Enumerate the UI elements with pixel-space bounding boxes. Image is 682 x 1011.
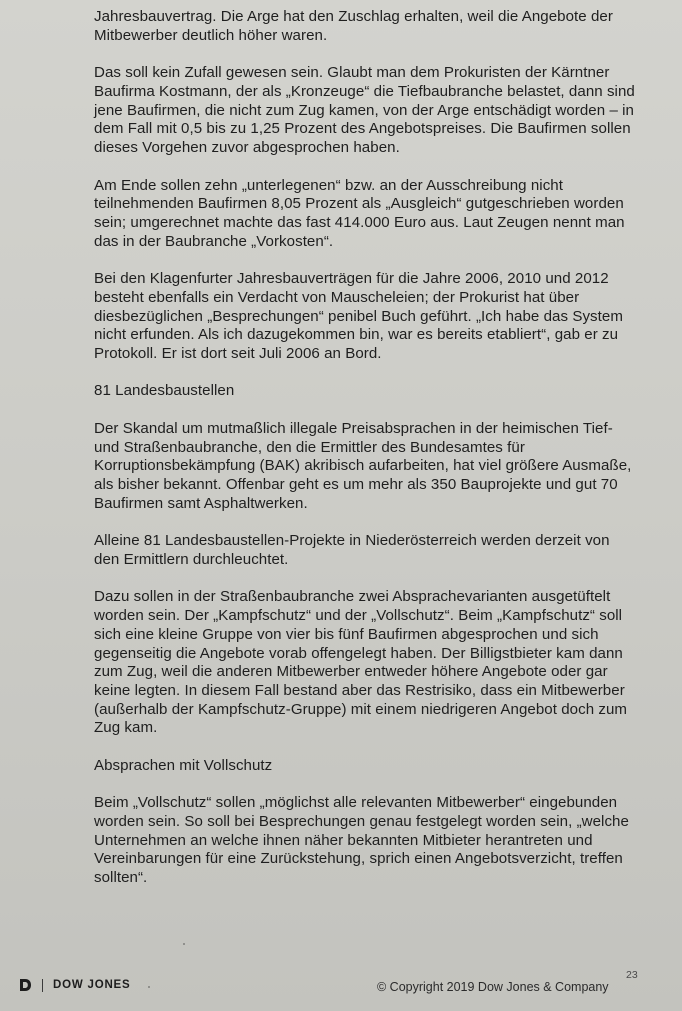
article-body: [94, 8, 639, 907]
brand-name: DOW JONES: [53, 979, 131, 991]
section-heading: Absprachen mit Vollschutz: [94, 756, 273, 774]
paragraph: Beim „Vollschutz“ sollen „möglichst alle relevanten Mitbewerber“ eingebunden worden sein. So soll bei Besprechungen genau festgelegt worden sein, „welche Unternehmen an welche ihnen näher bekannten Mitbieter herantreten und Vereinbarungen für eine Zurückstehung, sprich einen Angebotsverzicht, treffen sollten“.: [94, 794, 629, 887]
paragraph: Das soll kein Zufall gewesen sein. Glaubt man dem Prokuristen der Kärntner Baufirma Kostmann, der als „Kronzeuge“ die Tiefbaubranche belastet, dann sind jene Baufirmen, die nicht zum Zug kamen, von der Arge entschädigt worden – in dem Fall mit 0,5 bis zu 1,25 Prozent des Angebotspreises. Die Baufirmen sollen dieses Vorgehen zuvor abgesprochen haben.: [94, 64, 635, 157]
dow-jones-logo: [19, 978, 131, 992]
copyright-text: © Copyright 2019 Dow Jones & Company: [377, 980, 609, 994]
dow-jones-d-icon: [19, 978, 32, 992]
paragraph: Jahresbauvertrag. Die Arge hat den Zuschlag erhalten, weil die Angebote der Mitbewerber deutlich höher waren.: [94, 8, 613, 44]
paragraph: Am Ende sollen zehn „unterlegenen“ bzw. an der Ausschreibung nicht teilnehmenden Baufirmen 8,05 Prozent als „Ausgleich“ gutgeschrieben worden sein; umgerechnet machte das fast 414.000 Euro aus. Laut Zeugen nennt man das in der Baubranche „Vorkosten“.: [94, 176, 625, 250]
paragraph: Der Skandal um mutmaßlich illegale Preisabsprachen in der heimischen Tief- und Straßenbaubranche, den die Ermittler des Bundesamtes für Korruptionsbekämpfung (BAK) akribisch aufarbeiten, hat viel größere Ausmaße, als bisher bekannt. Offenbar geht es um mehr als 350 Bauprojekte und gut 70 Baufirmen samt Asphaltwerken.: [94, 419, 632, 512]
paragraph: Bei den Klagenfurter Jahresbauverträgen für die Jahre 2006, 2010 und 2012 besteht ebenfalls ein Verdacht von Mauscheleien; der Prokurist hat über diesbezüglichen „Besprechungen“ penibel Buch geführt. „Ich habe das System nicht erfunden. Als ich dazugekommen bin, war es bereits etabliert“, gab er zu Protokoll. Er ist dort seit Juli 2006 an Bord.: [94, 270, 623, 362]
paper-speck: [183, 943, 185, 945]
paragraph: Alleine 81 Landesbaustellen-Projekte in Niederösterreich werden derzeit von den Ermittlern durchleuchtet.: [94, 532, 610, 568]
logo-divider: [42, 979, 43, 992]
section-heading: 81 Landesbaustellen: [94, 382, 235, 400]
page-number: 23: [626, 969, 638, 981]
page-footer: [0, 960, 682, 1011]
paragraph: Dazu sollen in der Straßenbaubranche zwei Absprachevarianten ausgetüftelt worden sein. Der „Kampfschutz“ und der „Vollschutz“. Beim „Kampfschutz“ soll sich eine kleine Gruppe von vier bis fünf Baufirmen abgesprochen und sich gegenseitig die Angebote vorab offengelegt haben. Der Billigstbieter kam dann zum Zug, weil die anderen Mitbewerber entweder höhere Angebote oder gar keine legten. In diesem Fall bestand aber das Restrisiko, dass ein Mitbewerber (außerhalb der Kampfschutz-Gruppe) mit einem niedrigeren Angebot doch zum Zug kam.: [94, 588, 628, 737]
